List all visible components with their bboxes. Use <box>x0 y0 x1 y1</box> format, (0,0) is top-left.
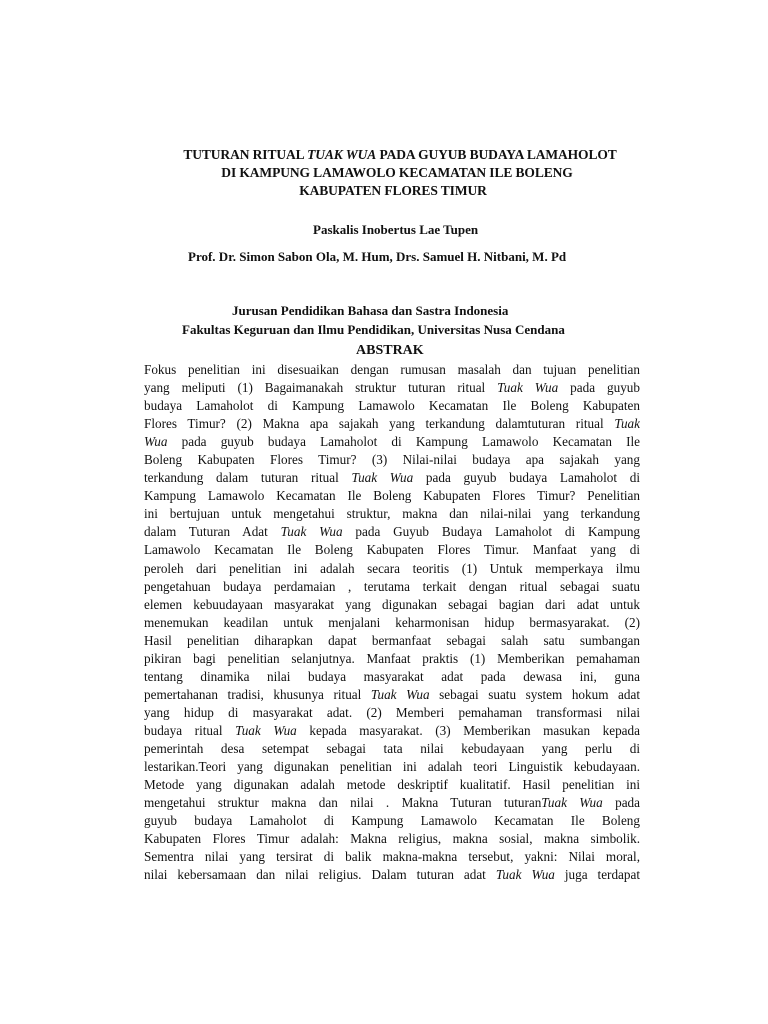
abstract-text: pemerintah desa setempat sebagai tata nilai kebudayaan yang perlu di <box>144 740 640 756</box>
abstract-line <box>144 668 640 686</box>
abstract-text: pada Guyub Budaya Lamaholot di Kampung <box>342 524 640 540</box>
abstract-text: ini bertujuan untuk mengetahui struktur, makna dan nilai-nilai yang terkandung <box>144 506 640 522</box>
abstract-text: tentang dinamika nilai budaya masyarakat adat pada dewasa ini, guna <box>144 668 640 684</box>
abstract-line <box>144 758 640 776</box>
abstract-text: pengetahuan budaya perdamaian , terutama terkait dengan ritual sebagai suatu <box>144 578 640 594</box>
abstract-text: pemertahanan tradisi, khusunya ritual <box>144 686 371 702</box>
abstract-line <box>144 830 640 848</box>
abstract-text: yang meliputi (1) Bagaimanakah struktur tuturan ritual <box>144 380 498 396</box>
abstract-line <box>144 415 640 433</box>
faculty-affiliation: Fakultas Keguruan dan Ilmu Pendidikan, Universitas Nusa Cendana <box>182 322 565 337</box>
abstract-heading: ABSTRAK <box>356 343 424 358</box>
abstract-text: guyub budaya Lamaholot di Kampung Lamawolo Kecamatan Ile Boleng <box>144 813 640 829</box>
abstract-line <box>144 487 640 505</box>
abstract-text: kepada masyarakat. (3) Memberikan masukan kepada <box>296 722 640 738</box>
abstract-line <box>144 848 640 866</box>
abstract-text: Metode yang digunakan adalah metode deskriptif kualitatif. Hasil penelitian ini <box>144 777 640 793</box>
abstract-line <box>144 776 640 794</box>
paper-title <box>150 146 650 200</box>
abstract-text: pada guyub <box>558 380 640 396</box>
abstract-line <box>144 794 640 812</box>
abstract-text: pada guyub budaya Lamaholot di Kampung Lamawolo Kecamatan Ile <box>167 434 640 450</box>
abstract-line <box>144 614 640 632</box>
italic-term: Tuak Wua <box>280 524 343 540</box>
italic-term: Tuak <box>614 416 640 432</box>
abstract-text: sebagai suatu system hokum adat <box>429 686 640 702</box>
abstract-line <box>144 379 640 397</box>
abstract-text: dalam Tuturan Adat <box>144 524 281 540</box>
abstract-line <box>144 812 640 830</box>
abstract-line <box>144 523 640 541</box>
department-affiliation: Jurusan Pendidikan Bahasa dan Sastra Indonesia <box>232 303 509 318</box>
italic-term: Tuak Wua <box>495 867 555 883</box>
author-name: Paskalis Inobertus Lae Tupen <box>313 222 479 237</box>
italic-term: Wua <box>144 434 168 450</box>
abstract-line <box>144 505 640 523</box>
abstract-text: juga terdapat <box>554 867 640 883</box>
title-line-2: DI KAMPUNG LAMAWOLO KECAMATAN ILE BOLENG <box>221 165 573 180</box>
abstract-line <box>144 433 640 451</box>
advisor-names: Prof. Dr. Simon Sabon Ola, M. Hum, Drs. Samuel H. Nitbani, M. Pd <box>188 249 567 264</box>
abstract-text: Hasil penelitian diharapkan dapat bermanfaat sebagai salah satu sumbangan <box>144 632 640 648</box>
abstract-text: Flores Timur? (2) Makna apa sajakah yang terkandung dalamtuturan ritual <box>144 416 615 432</box>
abstract-text: budaya Lamaholot di Kampung Lamawolo Kecamatan Ile Boleng Kabupaten <box>144 398 640 414</box>
abstract-text: pada <box>602 795 640 811</box>
title-line-3: KABUPATEN FLORES TIMUR <box>299 183 487 198</box>
abstract-body <box>144 361 640 884</box>
abstract-text: lestarikan.Teori yang digunakan penelitian ini adalah teori Linguistik kebudayaan. <box>144 759 640 775</box>
abstract-text: Kabupaten Flores Timur adalah: Makna religius, makna sosial, makna simbolik. <box>144 831 640 847</box>
abstract-text: terkandung dalam tuturan ritual <box>144 470 352 486</box>
italic-term: Tuak Wua <box>497 380 559 396</box>
abstract-line <box>144 451 640 469</box>
abstract-text: pikiran bagi penelitian selanjutnya. Manfaat praktis (1) Memberikan pemahaman <box>144 650 640 666</box>
abstract-text: Kampung Lamawolo Kecamatan Ile Boleng Kabupaten Flores Timur? Penelitian <box>144 488 640 504</box>
abstract-text: mengetahui struktur makna dan nilai . Makna Tuturan tuturan <box>144 795 542 811</box>
abstract-text: Boleng Kabupaten Flores Timur? (3) Nilai-nilai budaya apa sajakah yang <box>144 452 640 468</box>
italic-term: Tuak Wua <box>235 722 297 738</box>
abstract-line <box>144 632 640 650</box>
abstract-line <box>144 704 640 722</box>
abstract-text: nilai kebersamaan dan nilai religius. Dalam tuturan adat <box>144 867 496 883</box>
italic-term: Tuak Wua <box>541 795 603 811</box>
abstract-line <box>144 596 640 614</box>
abstract-text: Sementra nilai yang tersirat di balik makna-makna tersebut, yakni: Nilai moral, <box>144 849 640 865</box>
abstract-line <box>144 560 640 578</box>
abstract-line <box>144 686 640 704</box>
abstract-line <box>144 469 640 487</box>
abstract-line <box>144 578 640 596</box>
abstract-text: yang hidup di masyarakat adat. (2) Memberi pemahaman transformasi nilai <box>144 704 640 720</box>
abstract-line <box>144 722 640 740</box>
italic-term: Tuak Wua <box>351 470 414 486</box>
abstract-line <box>144 397 640 415</box>
abstract-text: Fokus penelitian ini disesuaikan dengan rumusan masalah dan tujuan penelitian <box>144 362 640 377</box>
abstract-line <box>144 541 640 559</box>
abstract-text: budaya ritual <box>144 722 236 738</box>
abstract-text: elemen kebuudayaan masyarakat yang digunakan sebagai bagian dari adat untuk <box>144 596 640 612</box>
abstract-line <box>144 866 640 884</box>
title-line-1: TUTURAN RITUAL TUAK WUA PADA GUYUB BUDAYA LAMAHOLOT <box>183 147 617 162</box>
abstract-text: peroleh dari penelitian ini adalah secara teoritis (1) Untuk memperkaya ilmu <box>144 560 640 576</box>
title-italic-term: TUAK WUA <box>307 147 377 162</box>
abstract-line <box>144 361 640 379</box>
abstract-text: menemukan keadilan untuk menjalani keharmonisan hidup bermasyarakat. (2) <box>144 614 640 630</box>
abstract-text: Lamawolo Kecamatan Ile Boleng Kabupaten Flores Timur. Manfaat yang di <box>144 542 640 558</box>
abstract-line <box>144 650 640 668</box>
abstract-text: pada guyub budaya Lamaholot di <box>413 470 640 486</box>
abstract-line <box>144 740 640 758</box>
italic-term: Tuak Wua <box>370 686 430 702</box>
